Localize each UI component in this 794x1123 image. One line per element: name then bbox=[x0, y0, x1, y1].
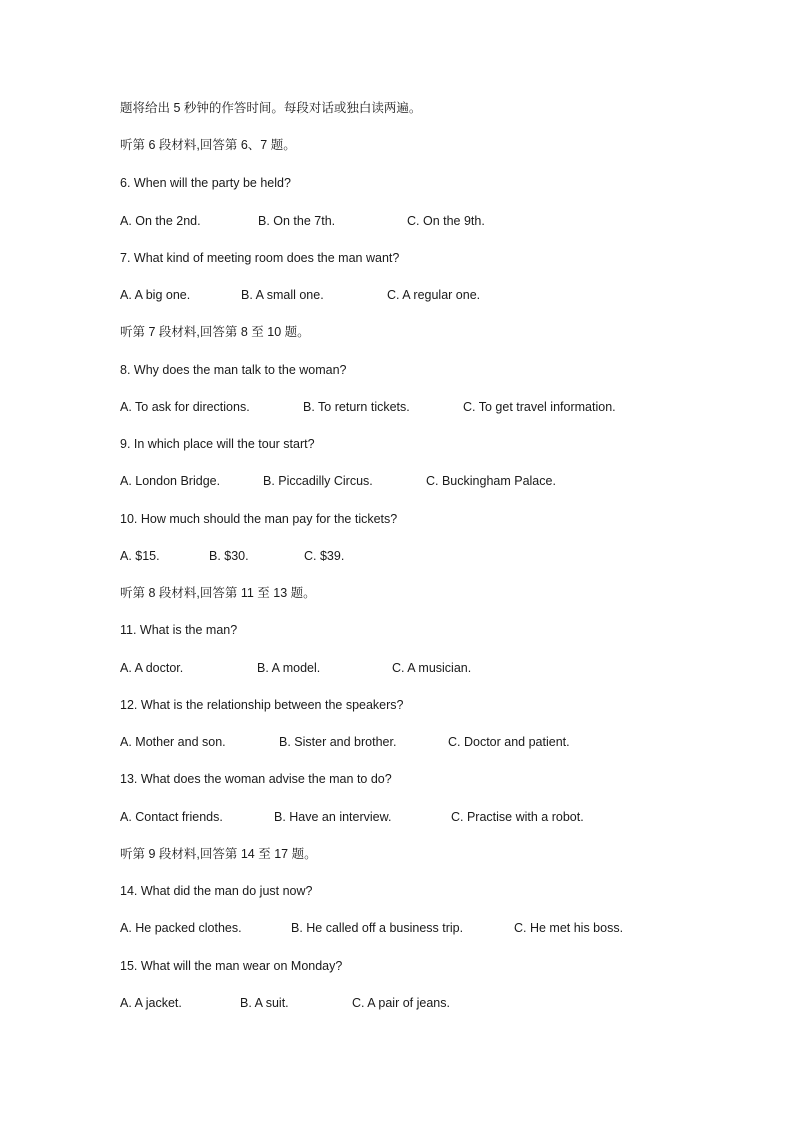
section-heading: 听第 9 段材料,回答第 14 至 17 题。 bbox=[120, 847, 317, 861]
option-c: C. On the 9th. bbox=[407, 214, 485, 228]
option-a: A. On the 2nd. bbox=[120, 214, 201, 228]
option-c: C. $39. bbox=[304, 549, 345, 563]
option-b: B. Sister and brother. bbox=[279, 735, 397, 749]
option-a: A. A jacket. bbox=[120, 996, 182, 1010]
option-b: B. On the 7th. bbox=[258, 214, 336, 228]
question-stem: 12. What is the relationship between the speakers? bbox=[120, 698, 404, 712]
option-a: A. Mother and son. bbox=[120, 735, 226, 749]
question-stem: 6. When will the party be held? bbox=[120, 176, 291, 190]
section-heading: 听第 8 段材料,回答第 11 至 13 题。 bbox=[120, 586, 316, 600]
option-c: C. A regular one. bbox=[387, 288, 481, 302]
option-a: A. Contact friends. bbox=[120, 810, 223, 824]
option-b: B. To return tickets. bbox=[303, 400, 410, 414]
question-stem: 8. Why does the man talk to the woman? bbox=[120, 363, 347, 377]
option-c: C. A pair of jeans. bbox=[352, 996, 450, 1010]
option-a: A. A big one. bbox=[120, 288, 191, 302]
option-c: C. To get travel information. bbox=[463, 400, 616, 414]
option-b: B. He called off a business trip. bbox=[291, 921, 464, 935]
option-c: C. Doctor and patient. bbox=[448, 735, 570, 749]
section-heading: 听第 7 段材料,回答第 8 至 10 题。 bbox=[120, 325, 310, 339]
question-stem: 7. What kind of meeting room does the man want? bbox=[120, 251, 400, 265]
option-a: A. $15. bbox=[120, 549, 160, 563]
question-stem: 10. How much should the man pay for the tickets? bbox=[120, 512, 398, 526]
instruction-text: 题将给出 5 秒钟的作答时间。每段对话或独白读两遍。 bbox=[120, 101, 422, 115]
option-c: C. Practise with a robot. bbox=[451, 810, 584, 824]
option-b: B. Piccadilly Circus. bbox=[263, 474, 373, 488]
option-b: B. A model. bbox=[257, 661, 321, 675]
question-stem: 11. What is the man? bbox=[120, 623, 238, 637]
option-c: C. He met his boss. bbox=[514, 921, 624, 935]
question-stem: 13. What does the woman advise the man to do? bbox=[120, 772, 392, 786]
option-b: B. A small one. bbox=[241, 288, 324, 302]
option-b: B. A suit. bbox=[240, 996, 289, 1010]
option-a: A. He packed clothes. bbox=[120, 921, 242, 935]
option-a: A. To ask for directions. bbox=[120, 400, 250, 414]
option-b: B. Have an interview. bbox=[274, 810, 392, 824]
option-c: C. A musician. bbox=[392, 661, 472, 675]
section-heading: 听第 6 段材料,回答第 6、7 题。 bbox=[120, 138, 296, 152]
question-stem: 14. What did the man do just now? bbox=[120, 884, 313, 898]
question-stem: 9. In which place will the tour start? bbox=[120, 437, 315, 451]
option-b: B. $30. bbox=[209, 549, 249, 563]
option-a: A. A doctor. bbox=[120, 661, 184, 675]
option-c: C. Buckingham Palace. bbox=[426, 474, 556, 488]
question-stem: 15. What will the man wear on Monday? bbox=[120, 959, 343, 973]
option-a: A. London Bridge. bbox=[120, 474, 221, 488]
